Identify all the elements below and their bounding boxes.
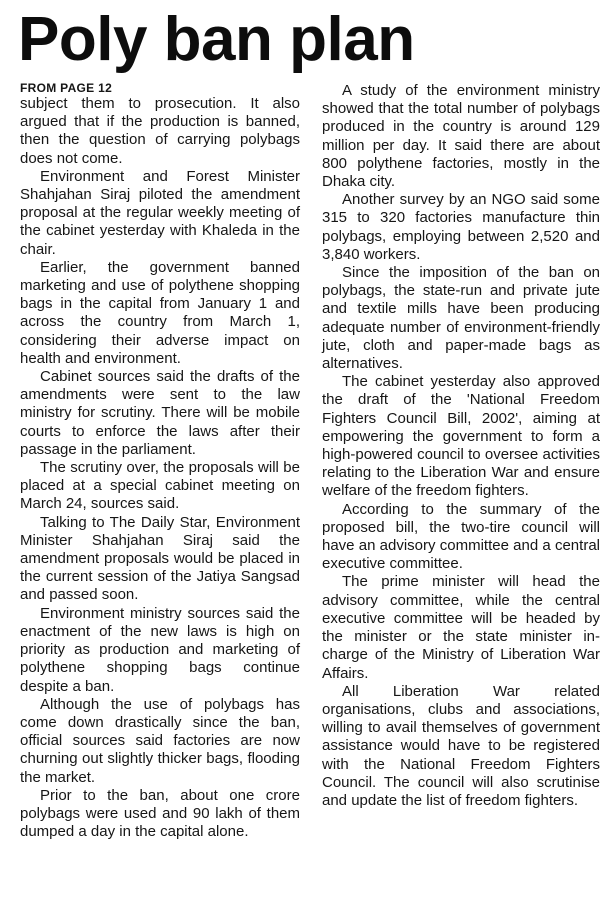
paragraph: The scrutiny over, the proposals will be placed at a special cabinet meeting on March 24, sources said.	[20, 459, 300, 513]
paragraph: Earlier, the government banned marketing and use of polythene shopping bags in the capital from January 1 and across the country from March 1, considering their adverse impact on health and environment.	[20, 258, 300, 367]
paragraph: Prior to the ban, about one crore polybags were used and 90 lakh of them dumped a day in the capital alone.	[20, 786, 300, 841]
article-column-right	[322, 82, 600, 810]
paragraph: According to the summary of the proposed bill, the two-tire council will have an advisory committee and a central executive committee.	[322, 500, 600, 573]
paragraph: Cabinet sources said the drafts of the amendments were sent to the law ministry for scrutiny. There will be mobile courts to enforce the laws after their passage in the parliament.	[20, 368, 300, 458]
continued-from-label: FROM PAGE 12	[20, 81, 113, 95]
paragraph: Although the use of polybags has come down drastically since the ban, official sources said factories are now churning out slightly thicker bags, flooding the market.	[20, 695, 300, 786]
paragraph: All Liberation War related organisations, clubs and associations, willing to avail themselves of government assistance would have to be registered with the National Freedom Fighters Council. The council will also scrutinise and update the list of freedom fighters.	[322, 682, 600, 809]
paragraph: Since the imposition of the ban on polybags, the state-run and private jute and textile mills have been producing adequate number of environment-friendly jute, cloth and paper-made bags as alternatives.	[322, 264, 600, 373]
paragraph: subject them to prosecution. It also argued that if the production is banned, then the question of carrying polybags does not come.	[20, 95, 300, 167]
paragraph: Talking to The Daily Star, Environment Minister Shahjahan Siraj said the amendment proposals would be placed in the current session of the Jatiya Sangsad and passed soon.	[20, 513, 300, 604]
article-column-left	[20, 82, 300, 841]
paragraph: Environment and Forest Minister Shahjahan Siraj piloted the amendment proposal at the regular weekly meeting of the cabinet yesterday with Khaleda in the chair.	[20, 167, 300, 258]
paragraph: A study of the environment ministry showed that the total number of polybags produced in the country is around 129 million per day. It said there are about 800 polythene factories, mostly in the Dhaka city.	[322, 82, 600, 191]
paragraph: The cabinet yesterday also approved the draft of the 'National Freedom Fighters Council Bill, 2002', aiming at empowering the government to form a high-powered council to oversee activities relating to the Liberation War and ensure welfare of the freedom fighters.	[322, 373, 600, 500]
paragraph: Environment ministry sources said the enactment of the new laws is high on priority as production and marketing of polythene shopping bags continue despite a ban.	[20, 604, 300, 695]
paragraph: The prime minister will head the advisory committee, while the central executive committee will be headed by the minister or the state minister in-charge of the Ministry of Liberation War Affairs.	[322, 573, 600, 682]
paragraph: Another survey by an NGO said some 315 to 320 factories manufacture thin polybags, employing between 2,520 and 3,840 workers.	[322, 191, 600, 263]
headline: Poly ban plan	[18, 5, 415, 74]
